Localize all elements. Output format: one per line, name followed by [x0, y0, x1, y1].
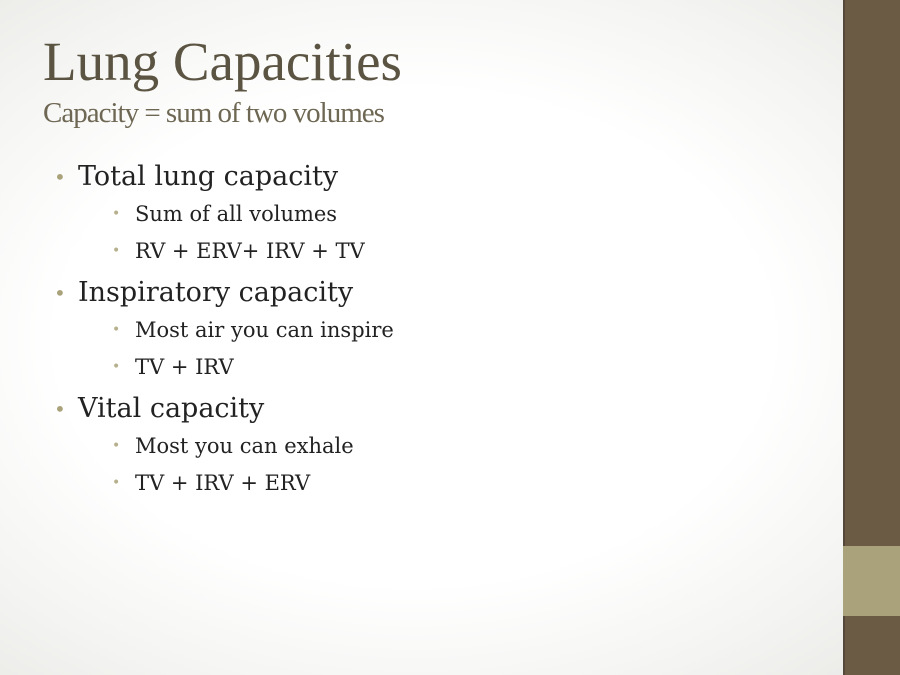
bullet-icon: • [112, 206, 121, 222]
sub-bullet-text: TV + IRV [135, 355, 234, 379]
bullet-icon: • [112, 359, 121, 375]
bullet-icon: • [112, 322, 121, 338]
bullet-icon: • [54, 397, 66, 421]
sub-bullet-text: RV + ERV+ IRV + TV [135, 239, 365, 263]
bullet-total-lung-capacity [50, 158, 810, 270]
bullet-vital-capacity [50, 390, 810, 502]
bullet-icon: • [112, 243, 121, 259]
bullet-text: Vital capacity [78, 393, 265, 424]
sub-bullet [108, 233, 810, 270]
bullet-list [50, 158, 810, 502]
sub-bullet-list [78, 428, 810, 502]
sub-bullet [108, 312, 810, 349]
sub-bullet-text: Most air you can inspire [135, 318, 394, 342]
bullet-icon: • [112, 438, 121, 454]
bullet-icon: • [54, 165, 66, 189]
bullet-icon: • [112, 475, 121, 491]
bullet-icon: • [54, 281, 66, 305]
sub-bullet [108, 196, 810, 233]
sub-bullet-text: TV + IRV + ERV [135, 471, 311, 495]
slide-title: Lung Capacities [43, 31, 402, 92]
decorative-sidebar-accent [843, 546, 900, 616]
bullet-text: Total lung capacity [78, 161, 339, 192]
sub-bullet-text: Most you can exhale [135, 434, 354, 458]
sub-bullet-list [78, 312, 810, 386]
sub-bullet [108, 465, 810, 502]
sub-bullet [108, 428, 810, 465]
sub-bullet [108, 349, 810, 386]
sub-bullet-text: Sum of all volumes [135, 202, 338, 226]
slide-subtitle: Capacity = sum of two volumes [43, 97, 384, 129]
sub-bullet-list [78, 196, 810, 270]
bullet-inspiratory-capacity [50, 274, 810, 386]
bullet-text: Inspiratory capacity [78, 277, 354, 308]
